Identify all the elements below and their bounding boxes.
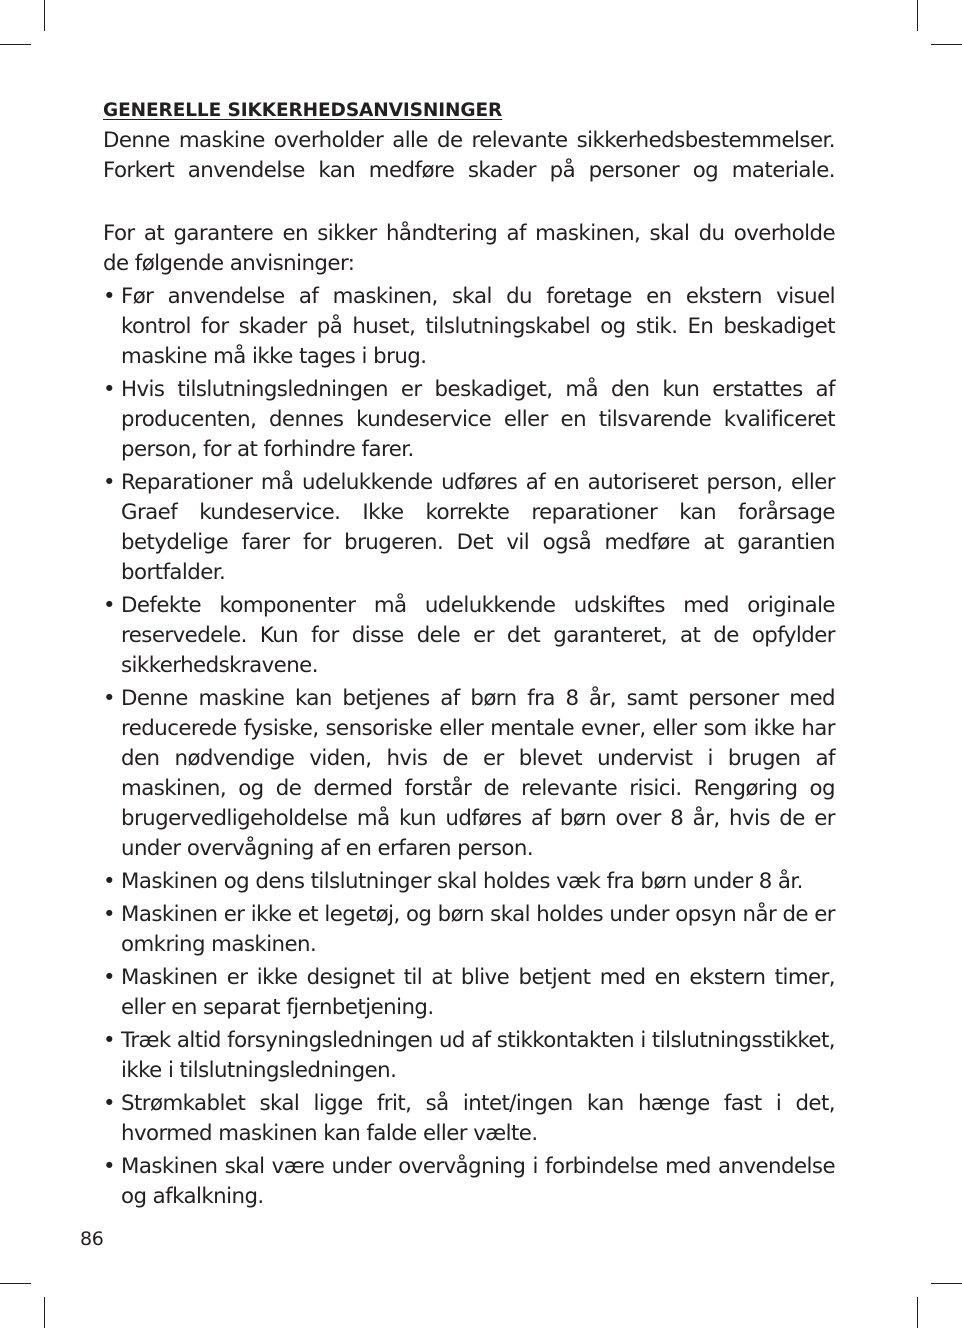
lead-paragraph: For at garantere en sikker håndtering af maskinen, skal du overholde de følgende anvisninger: xyxy=(103,221,835,276)
crop-mark-bottom-left-horizontal xyxy=(0,1283,31,1284)
crop-mark-bottom-right-horizontal xyxy=(931,1283,962,1284)
list-item: • Træk altid forsyningsledningen ud af stikkontakten i tilslutningsstikket, ikke i tilslutningsledningen. xyxy=(103,1026,835,1086)
list-item: • Hvis tilslutningsledningen er beskadiget, må den kun erstattes af producenten, dennes kundeservice eller en tilsvarende kvalificeret person, for at forhindre farer. xyxy=(103,375,835,465)
document-body xyxy=(103,96,835,1215)
list-item: • Maskinen skal være under overvågning i forbindelse med anvendelse og afkalkning. xyxy=(103,1152,835,1212)
section-heading: GENERELLE SIKKERHEDSANVISNINGER xyxy=(103,100,503,121)
crop-mark-top-left-vertical xyxy=(44,0,45,31)
list-item: • Defekte komponenter må udelukkende udskiftes med originale reservedele. Kun for disse dele er det garanteret, at de opfylder sikkerhedskravene. xyxy=(103,591,835,681)
list-item: • Reparationer må udelukkende udføres af en autoriseret person, eller Graef kundeservice. Ikke korrekte reparationer kan forårsage betydelige farer for brugeren. Det vil også medføre at garantien bortfalder. xyxy=(103,468,835,588)
crop-mark-bottom-right-vertical xyxy=(917,1297,918,1328)
safety-instructions-list xyxy=(103,282,835,1212)
paragraph-spacer xyxy=(103,186,835,219)
list-item: • Maskinen og dens tilslutninger skal holdes væk fra børn under 8 år. xyxy=(103,867,835,897)
crop-mark-top-left-horizontal xyxy=(0,44,31,45)
crop-mark-top-right-horizontal xyxy=(931,44,962,45)
intro-paragraph: Denne maskine overholder alle de relevante sikkerhedsbestemmelser. Forkert anvendelse kan medføre skader på personer og materiale. xyxy=(103,128,835,183)
page-number: 86 xyxy=(80,1228,104,1250)
list-item: • Maskinen er ikke et legetøj, og børn skal holdes under opsyn når de er omkring maskinen. xyxy=(103,900,835,960)
list-item: • Før anvendelse af maskinen, skal du foretage en ekstern visuel kontrol for skader på huset, tilslutningskabel og stik. En beskadiget maskine må ikke tages i brug. xyxy=(103,282,835,372)
crop-mark-top-right-vertical xyxy=(917,0,918,31)
crop-mark-bottom-left-vertical xyxy=(44,1297,45,1328)
list-item: • Strømkablet skal ligge frit, så intet/ingen kan hænge fast i det, hvormed maskinen kan falde eller vælte. xyxy=(103,1089,835,1149)
list-item: • Maskinen er ikke designet til at blive betjent med en ekstern timer, eller en separat fjernbetjening. xyxy=(103,963,835,1023)
list-item: • Denne maskine kan betjenes af børn fra 8 år, samt personer med reducerede fysiske, sensoriske eller mentale evner, eller som ikke har den nødvendige viden, hvis de er blevet undervist i brugen af maskinen, og de dermed forstår de relevante risici. Rengøring og brugervedligeholdelse må kun udføres af børn over 8 år, hvis de er under overvågning af en erfaren person. xyxy=(103,684,835,864)
